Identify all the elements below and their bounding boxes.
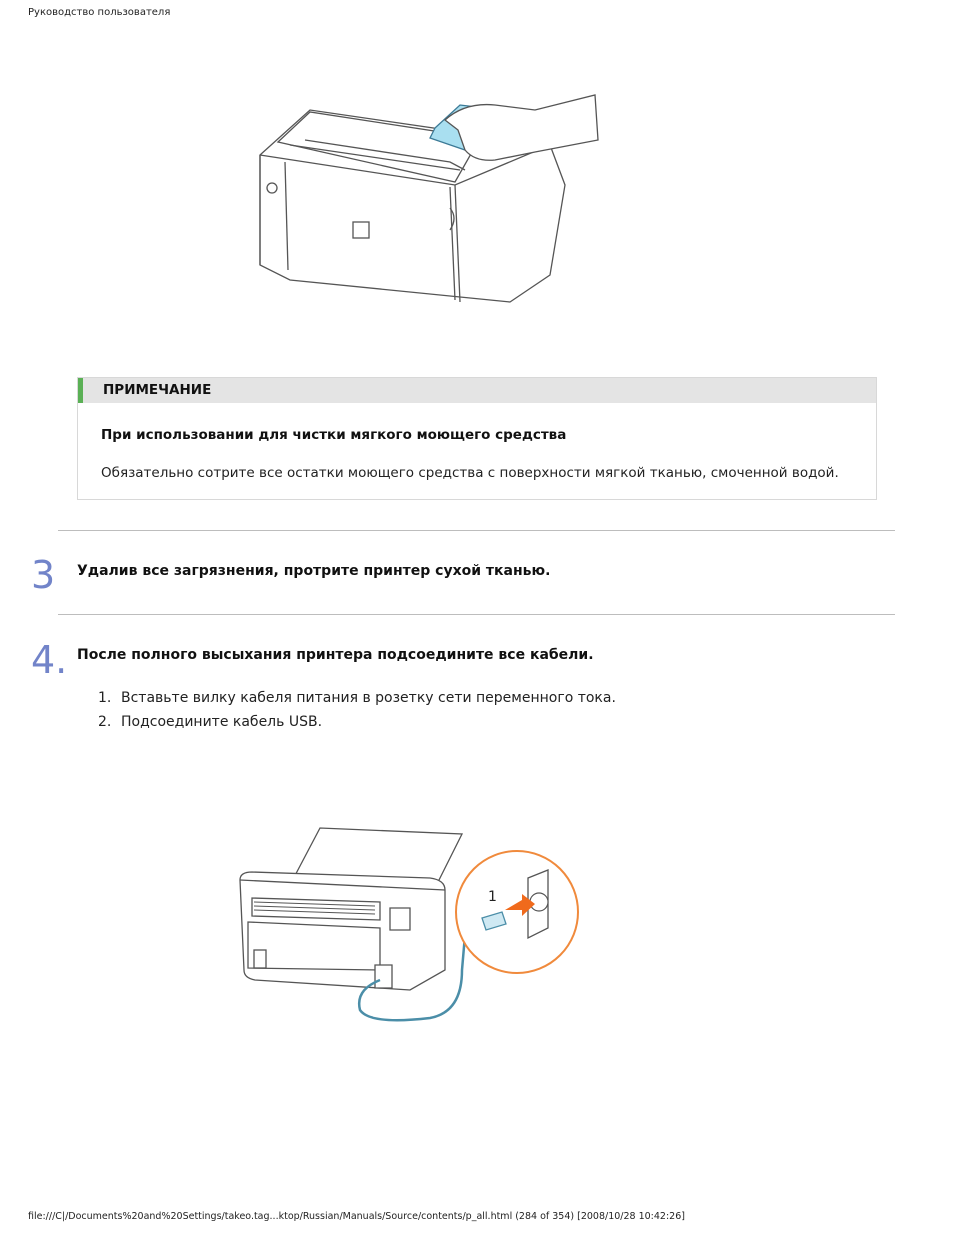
footer-path: file:///C|/Documents%20and%20Settings/takeo.tag...ktop/Russian/Manuals/Source/contents/p_all.html (284 of 354) [2008/10/28 10:42:26]	[28, 1211, 685, 1222]
substep-text: Вставьте вилку кабеля питания в розетку сети переменного тока.	[121, 690, 616, 706]
substep-number: 1.	[98, 690, 112, 706]
substep-text: Подсоедините кабель USB.	[121, 714, 323, 730]
divider	[58, 530, 895, 531]
note-header-bar	[78, 378, 876, 403]
step-4-text: После полного высыхания принтера подсоедините все кабели.	[77, 647, 594, 663]
note-subtitle: При использовании для чистки мягкого моющего средства	[101, 427, 567, 443]
document-header: Руководство пользователя	[28, 7, 171, 18]
callout-label: 1	[488, 889, 497, 905]
step-3-text: Удалив все загрязнения, протрите принтер сухой тканью.	[77, 563, 551, 579]
callout-circle-icon	[456, 851, 578, 973]
divider	[58, 614, 895, 615]
step-4-number: 4.	[31, 638, 68, 682]
substep-1	[98, 690, 616, 706]
power-cable-illustration	[230, 820, 590, 1030]
substep-2	[98, 714, 322, 730]
note-title: ПРИМЕЧАНИЕ	[103, 382, 212, 398]
hand-icon	[445, 95, 598, 160]
printer-cleaning-illustration	[250, 90, 600, 315]
step-3-number: 3	[31, 553, 56, 597]
note-body: Обязательно сотрите все остатки моющего средства с поверхности мягкой тканью, смоченной водой.	[101, 465, 839, 481]
note-box	[77, 377, 877, 500]
substep-number: 2.	[98, 714, 112, 730]
